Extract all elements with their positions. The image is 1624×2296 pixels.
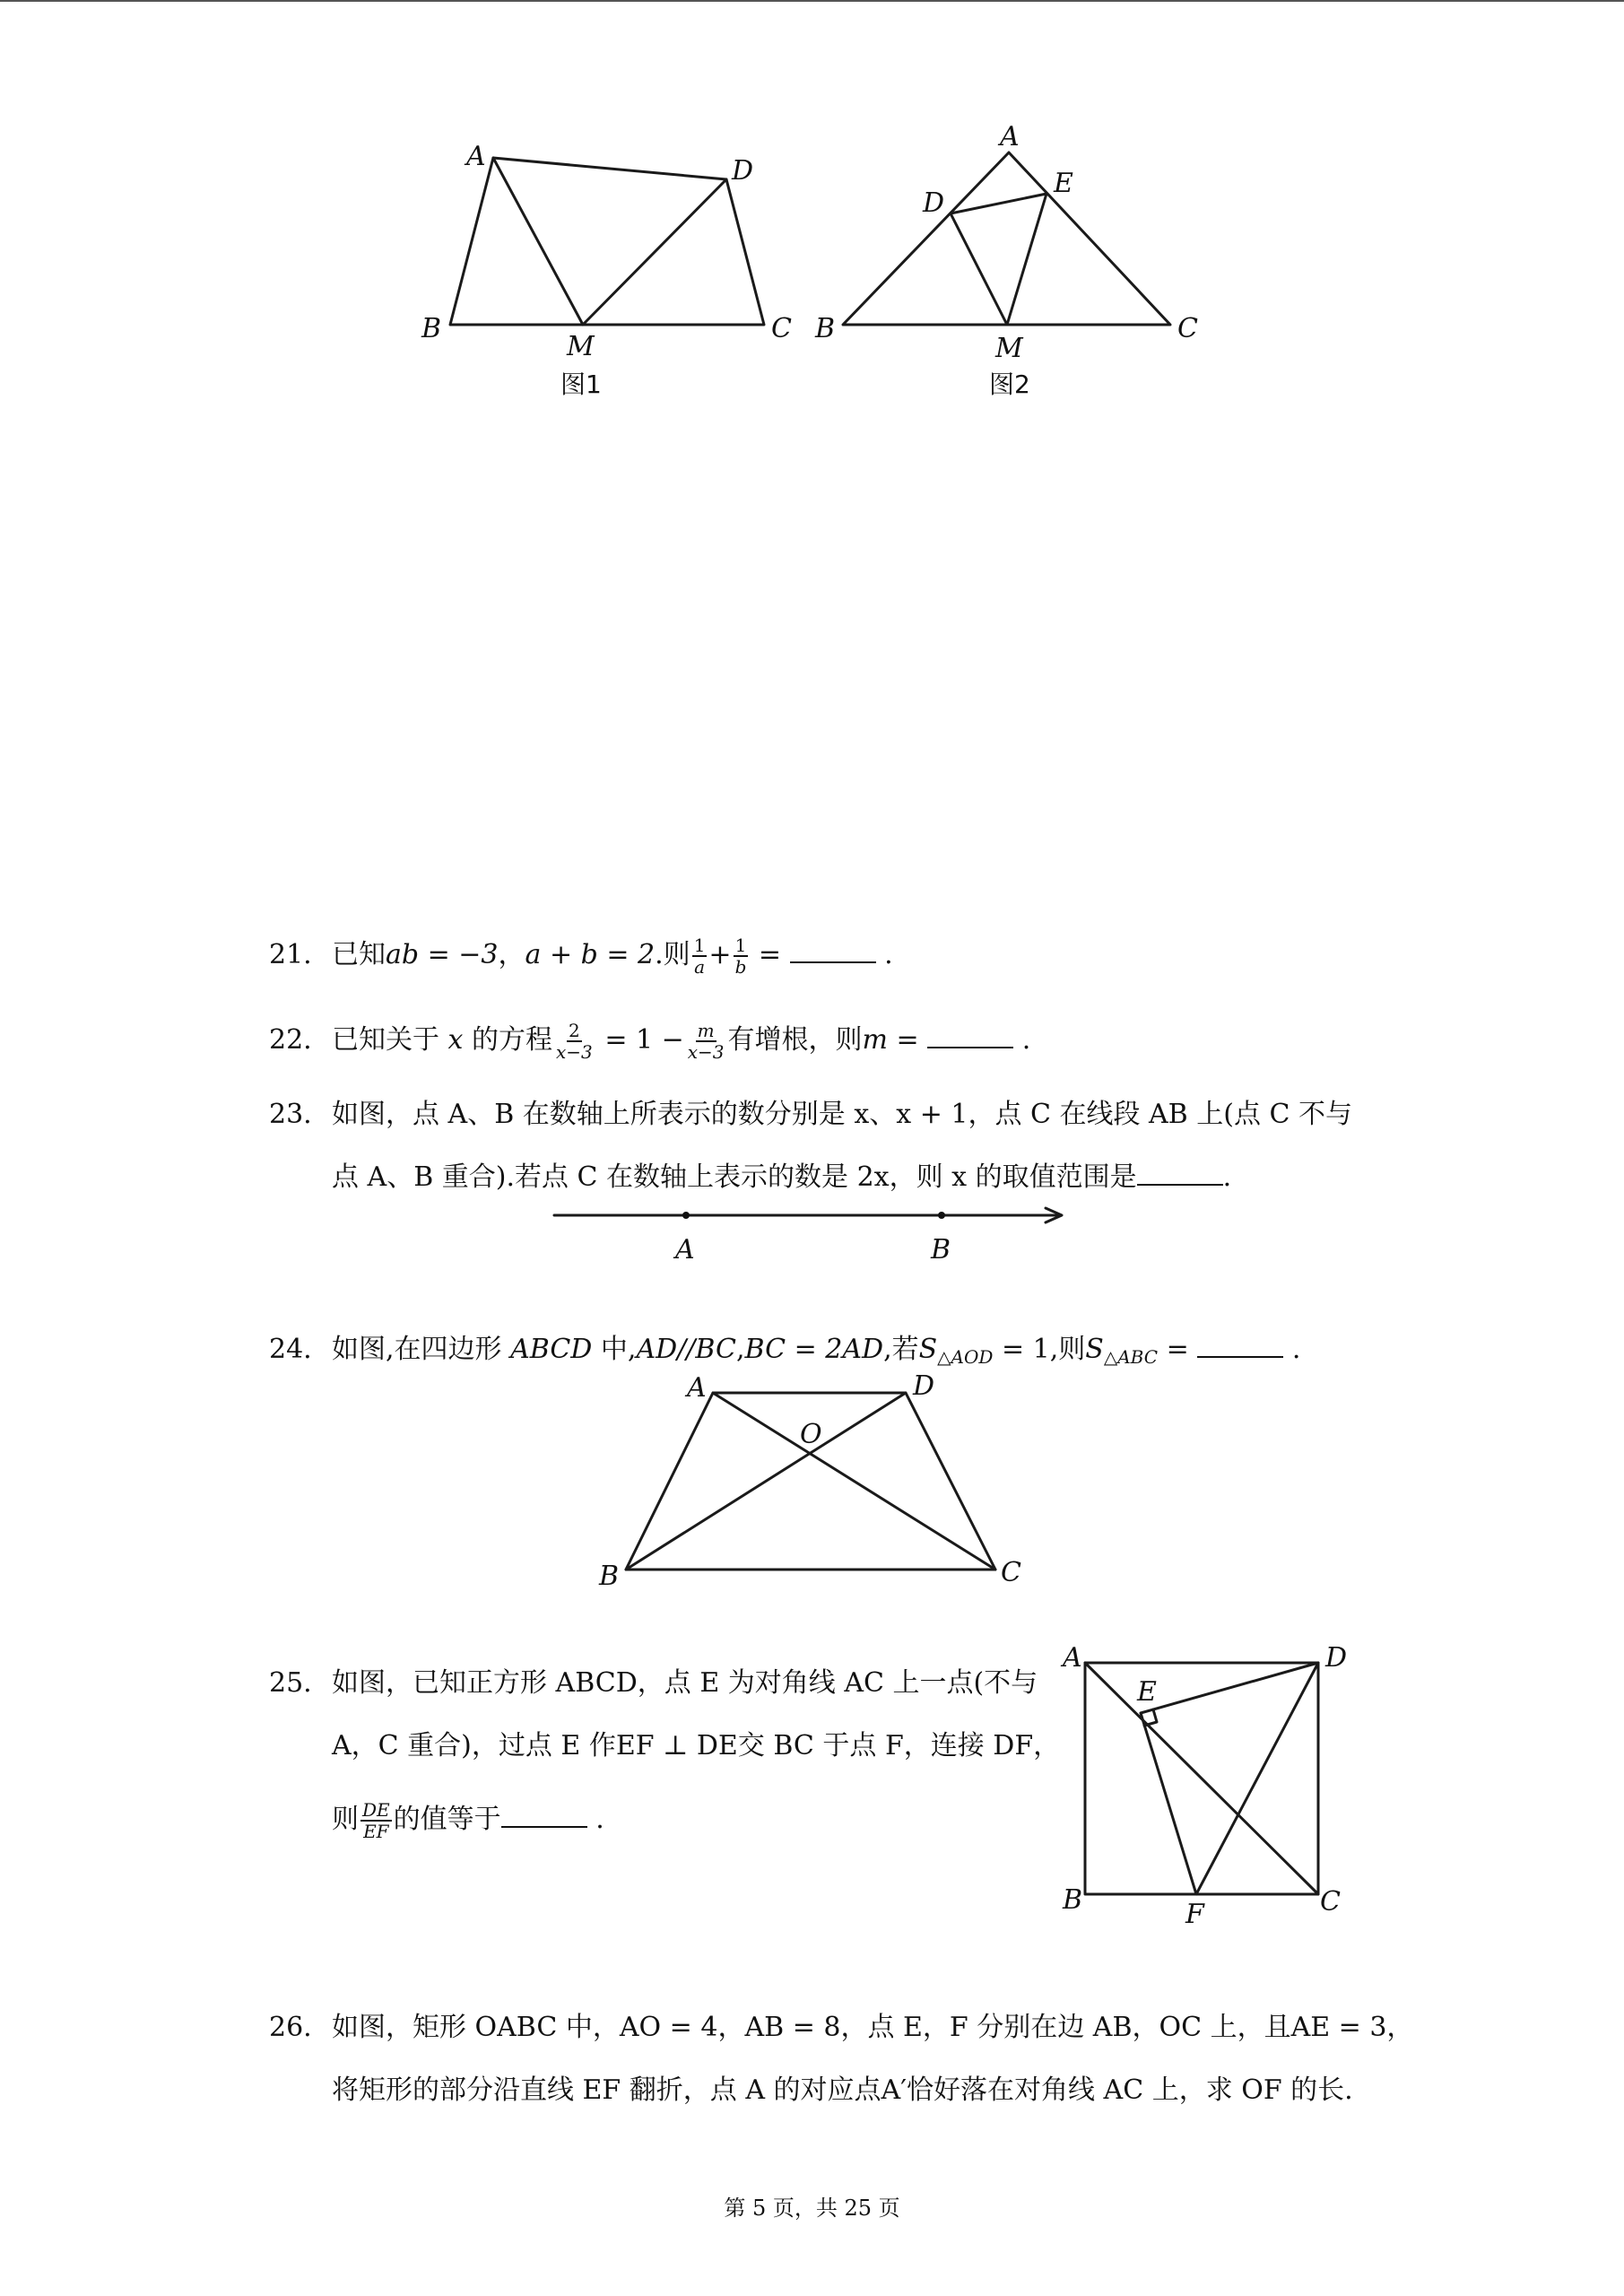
answer-blank[interactable]	[1197, 1333, 1283, 1358]
axis-label-A: A	[675, 1234, 695, 1265]
triangle-ABC-fig2	[843, 152, 1170, 325]
caption-fig2: 图2	[989, 370, 1030, 399]
label-C-fig1: C	[771, 313, 792, 344]
question-text-line-2: A，C 重合)，过点 E 作EF ⊥ DE交 BC 于点 F，连接 DF，	[332, 1730, 1061, 1761]
fraction: $\frac{1}{b}$	[734, 935, 747, 978]
label-B-q24: B	[599, 1561, 620, 1592]
triangle-DEM-fig2	[951, 194, 1046, 325]
fraction: $\frac{1}{a}$	[693, 935, 706, 978]
segment-DM-fig1	[583, 179, 726, 325]
question-number: 23.	[269, 1099, 312, 1130]
label-D-fig1: D	[732, 155, 754, 187]
diagonal-BD	[626, 1393, 906, 1570]
label-E-q25: E	[1137, 1676, 1157, 1708]
question-text-line-1: 如图，矩形 OABC 中，AO = 4，AB = 8，点 E，F 分别在边 AB，OC 上，且AE = 3，	[332, 2012, 1414, 2043]
question-number: 25.	[269, 1667, 312, 1699]
question-text: 已知关于 x 的方程 $\frac{2}{x-3}$ = 1 − $\frac{m}{x-3}$ 有增根，则m = .	[332, 1020, 1031, 1063]
number-line-figure	[547, 1197, 1076, 1269]
segment-DE	[1141, 1663, 1318, 1713]
question-text-line-3: 则 $\frac{DE}{EF}$ 的值等于 .	[332, 1799, 604, 1842]
segment-AM-fig1	[493, 158, 583, 325]
label-B-fig1: B	[421, 313, 442, 344]
question-number: 22.	[269, 1024, 312, 1056]
label-D-q25: D	[1325, 1642, 1348, 1674]
answer-blank[interactable]	[501, 1803, 587, 1828]
label-A-q24: A	[687, 1372, 707, 1404]
label-D-q24: D	[913, 1370, 935, 1402]
fraction: $\frac{2}{x-3}$	[556, 1020, 593, 1063]
diagonal-AC	[713, 1393, 995, 1570]
fraction: $\frac{DE}{EF}$	[362, 1799, 390, 1842]
point-A-dot	[682, 1212, 690, 1219]
label-M-fig1: M	[567, 331, 595, 362]
label-B-q25: B	[1063, 1884, 1083, 1916]
label-B-fig2: B	[815, 313, 836, 344]
segment-EF	[1141, 1713, 1196, 1894]
label-C-q24: C	[1001, 1557, 1021, 1588]
question-number: 24.	[269, 1334, 312, 1365]
caption-fig1: 图1	[560, 370, 602, 399]
label-M-fig2: M	[995, 333, 1023, 364]
diagonal-AC-q25	[1085, 1663, 1318, 1894]
label-C-q25: C	[1320, 1886, 1341, 1918]
answer-blank[interactable]	[927, 1023, 1013, 1048]
question-text-line-1: 如图，点 A、B 在数轴上所表示的数分别是 x、x + 1，点 C 在线段 AB 上(点 C 不与	[332, 1099, 1352, 1130]
question-text-line-1: 如图，已知正方形 ABCD，点 E 为对角线 AC 上一点(不与	[332, 1667, 1038, 1699]
question-number: 26.	[269, 2012, 312, 2043]
axis-label-B: B	[931, 1234, 951, 1265]
figure-q25-square	[1058, 1641, 1363, 1937]
label-C-fig2: C	[1177, 313, 1198, 344]
label-A-fig2: A	[1000, 121, 1020, 152]
label-A-fig1: A	[466, 141, 486, 172]
segment-DF	[1196, 1663, 1318, 1894]
question-text: 已知ab = −3，a + b = 2.则 $\frac{1}{a}$ + $\frac{1}{b}$ = .	[332, 935, 893, 978]
label-O-q24: O	[800, 1419, 822, 1450]
question-text: 如图,在四边形 ABCD 中,AD//BC,BC = 2AD,若$S_{\triangle AOD} = 1$,则$S_{\triangle ABC}$ = .	[332, 1334, 1301, 1368]
label-F-q25: F	[1185, 1899, 1204, 1930]
figure-2	[812, 117, 1224, 404]
question-text-line-2: 将矩形的部分沿直线 EF 翻折，点 A 的对应点A′恰好落在对角线 AC 上，求 OF 的长.	[332, 2074, 1353, 2106]
label-D-fig2: D	[923, 187, 945, 219]
label-A-q25: A	[1063, 1642, 1082, 1674]
question-number: 21.	[269, 939, 312, 970]
page-top-border	[0, 0, 1624, 2]
label-E-fig2: E	[1054, 168, 1073, 199]
page-footer: 第 5 页，共 25 页	[724, 2196, 900, 2221]
point-B-dot	[938, 1212, 945, 1219]
figure-1	[413, 126, 807, 404]
figure-q24-trapezoid	[592, 1370, 1040, 1592]
answer-blank[interactable]	[790, 938, 876, 963]
answer-blank[interactable]	[1137, 1161, 1223, 1186]
question-text-line-2: 点 A、B 重合).若点 C 在数轴上表示的数是 2x，则 x 的取值范围是 .	[332, 1161, 1232, 1193]
fraction: $\frac{m}{x-3}$	[687, 1020, 725, 1063]
